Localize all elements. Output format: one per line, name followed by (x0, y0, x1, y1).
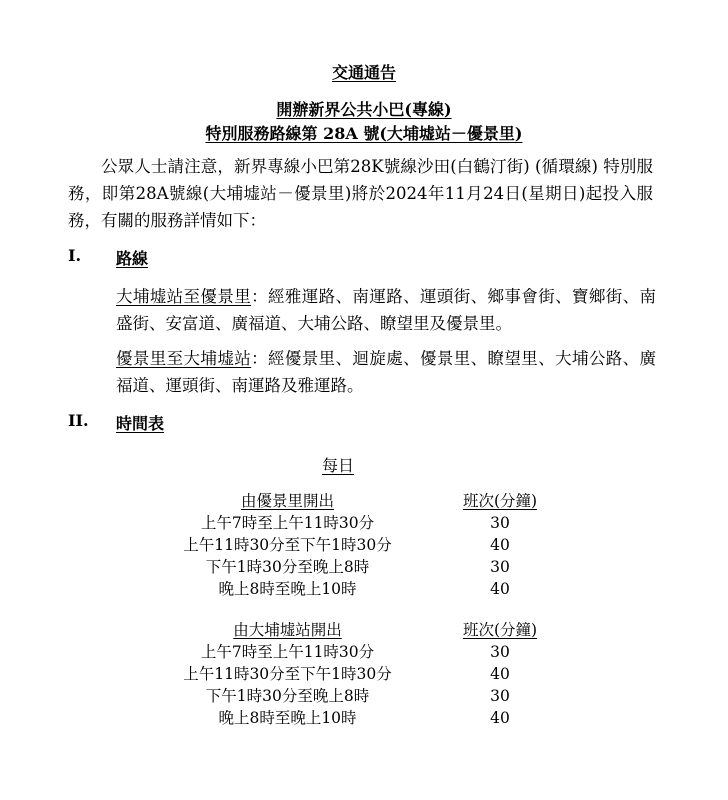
route-direction-2-stops: ：經優景里、迴旋處、優景里、瞭望里、大埔公路、廣福道、運頭街、南運路及雅運路。 (116, 349, 657, 395)
notice-subtitle-line2: 特別服務路線第 28A 號(大埔墟站－優景里) (205, 124, 523, 143)
notice-subtitle-line1: 開辦新界公共小巴(專線) (276, 100, 452, 119)
section-timetable-number: II. (68, 411, 89, 430)
table-row-frequency: 30 (490, 514, 510, 532)
timetable-block-2-frequency-header: 班次(分鐘) (462, 621, 538, 639)
table-row-period: 上午11時30分至下午1時30分 (183, 665, 392, 683)
table-row-period: 晚上8時至晚上10時 (218, 580, 357, 598)
table-row-frequency: 40 (490, 580, 510, 598)
timetable-day-label: 每日 (321, 456, 354, 475)
table-row-frequency: 40 (490, 709, 510, 727)
timetable-block-2-origin-header: 由大埔墟站開出 (233, 621, 342, 639)
timetable-block-1-origin-header: 由優景里開出 (240, 492, 334, 510)
timetable-block-1-frequency-header: 班次(分鐘) (462, 492, 538, 510)
route-direction-1-label: 大埔墟站至優景里 (116, 287, 252, 306)
table-row-period: 上午7時至上午11時30分 (200, 514, 375, 532)
route-direction-1 (116, 283, 656, 337)
table-row-period: 上午7時至上午11時30分 (200, 643, 375, 661)
section-route-title: 路線 (116, 249, 149, 268)
route-direction-2 (116, 345, 656, 399)
table-row-period: 晚上8時至晚上10時 (218, 709, 357, 727)
table-row-frequency: 40 (490, 536, 510, 554)
section-route-number: I. (68, 246, 82, 265)
route-direction-2-label: 優景里至大埔墟站 (116, 349, 252, 368)
route-direction-1-stops: ：經雅運路、南運路、運頭街、鄉事會街、寶鄉街、南盛街、安富道、廣福道、大埔公路、瞭望里及優景里。 (116, 287, 657, 333)
table-row-frequency: 40 (490, 665, 510, 683)
table-row-frequency: 30 (490, 643, 510, 661)
table-row-frequency: 30 (490, 558, 510, 576)
notice-heading: 交通通告 (331, 63, 396, 82)
table-row-period: 上午11時30分至下午1時30分 (183, 536, 392, 554)
section-timetable-title: 時間表 (116, 414, 165, 433)
intro-paragraph: 公眾人士請注意，新界專線小巴第28K號線沙田(白鶴汀街) (循環線) 特別服務，即第28A號線(大埔墟站－優景里)將於2024年11月24日(星期日)起投入服務，有關的服務詳情如下： (68, 157, 653, 230)
table-row-frequency: 30 (490, 687, 510, 705)
table-row-period: 下午1時30分至晚上8時 (205, 687, 370, 705)
table-row-period: 下午1時30分至晚上8時 (205, 558, 370, 576)
